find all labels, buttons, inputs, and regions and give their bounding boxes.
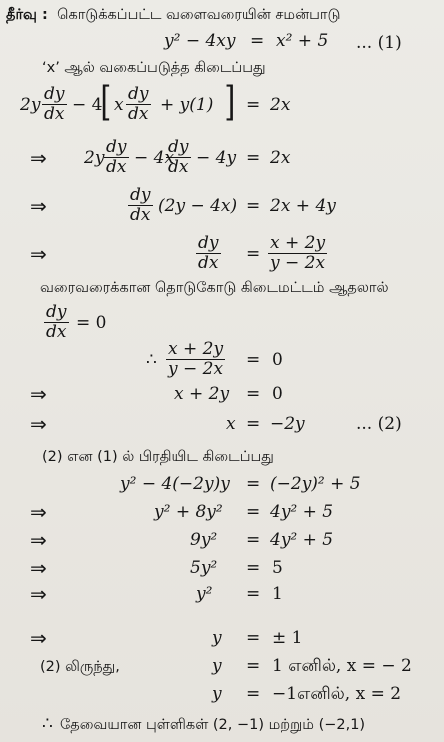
- dy-dx-fraction: $\frac{dy}{dx}$: [130, 185, 151, 225]
- step3-rhs: 2x + 4y: [270, 196, 336, 216]
- from-eq2-text: (2) லிருந்து,: [40, 659, 120, 675]
- step1-minus4: − 4: [72, 95, 103, 115]
- eq1-tag: ... (1): [356, 33, 402, 53]
- therefore-equals: =: [246, 350, 261, 370]
- step2-rhs: 2x: [270, 148, 291, 168]
- implies-arrow: ⇒: [30, 500, 47, 524]
- case2-equals: =: [246, 684, 261, 704]
- step5-lhs: x + 2y: [174, 384, 230, 404]
- step3-equals: =: [246, 196, 261, 216]
- implies-arrow: ⇒: [30, 412, 47, 436]
- pm-equals: =: [246, 628, 261, 648]
- given-curve-text: கொடுக்கப்பட்ட வளைவரையின் சமன்பாடு: [57, 7, 341, 23]
- step2-equals: =: [246, 148, 261, 168]
- step6-equals: =: [246, 414, 261, 434]
- differentiate-text: ‘x’ ஆல் வகைப்படுத்த கிடைப்பது: [42, 60, 266, 76]
- implies-arrow: ⇒: [30, 556, 47, 580]
- sub-line-5-lhs: y²: [196, 584, 213, 604]
- conclusion-line: [60, 714, 365, 735]
- left-bracket: [: [100, 79, 112, 125]
- sub-line-2-rhs: 4y² + 5: [270, 502, 334, 522]
- step1-equals: =: [246, 95, 261, 115]
- sub-line-1-lhs: y² − 4(−2y)y: [120, 474, 230, 494]
- step2-c: − 4y: [196, 148, 237, 168]
- therefore-numerator: x + 2y: [168, 339, 224, 359]
- step2-a: 2y: [84, 148, 105, 168]
- pm-lhs: y: [212, 628, 222, 648]
- implies-arrow: ⇒: [30, 194, 47, 218]
- therefore-denominator: y − 2x: [168, 359, 224, 379]
- zero-condition: = 0: [76, 313, 107, 333]
- dy-dx-fraction: $\frac{dy}{dx}$: [46, 302, 67, 342]
- conclusion-text: தேவையான புள்ளிகள் (2, −1) மற்றும் (−2,1): [60, 717, 366, 733]
- step5-rhs: 0: [272, 384, 283, 404]
- eq1-lhs: y² − 4xy: [164, 31, 236, 51]
- step6-lhs: x: [226, 414, 236, 434]
- step4-fraction: [268, 234, 327, 273]
- dy-dx-fraction: $\frac{dy}{dx}$: [198, 233, 219, 273]
- sub-line-3-lhs: 9y²: [190, 530, 218, 550]
- dy-dx-fraction: $\frac{dy}{dx}$: [168, 137, 189, 177]
- step1-inner-post: + y(1): [160, 95, 214, 115]
- dy-dx-fraction: $\frac{dy}{dx}$: [106, 137, 127, 177]
- tangent-horizontal-text: வரைவரைக்கான தொடுகோடு கிடைமட்டம் ஆதலால்: [40, 280, 389, 296]
- sub-line-2-equals: =: [246, 502, 261, 522]
- step1-rhs: 2x: [270, 95, 291, 115]
- implies-arrow: ⇒: [30, 146, 47, 170]
- therefore-rhs: 0: [272, 350, 283, 370]
- substitute-text: [42, 446, 274, 467]
- sub-line-3-equals: =: [246, 530, 261, 550]
- sub-line-2-lhs: y² + 8y²: [154, 502, 223, 522]
- step5-equals: =: [246, 384, 261, 404]
- solution-label: தீர்வு :: [6, 7, 48, 23]
- implies-arrow: ⇒: [30, 582, 47, 606]
- solution-header: [6, 4, 340, 25]
- conclusion-therefore: ∴: [42, 714, 53, 734]
- pm-rhs: ± 1: [272, 628, 303, 648]
- step1-coef: 2y: [20, 95, 41, 115]
- case1-rhs: 1 எனில், x = − 2: [272, 656, 412, 676]
- case1-lhs: y: [212, 656, 222, 676]
- sub-line-5-equals: =: [246, 584, 261, 604]
- sub-line-4-rhs: 5: [272, 558, 283, 578]
- eq1-equals: =: [250, 31, 265, 51]
- step3-factor: (2y − 4x): [158, 196, 238, 216]
- step1-x: x: [114, 95, 124, 115]
- eq1-rhs: x² + 5: [276, 31, 329, 51]
- step6-rhs: −2y: [270, 414, 305, 434]
- sub-line-1-rhs: (−2y)² + 5: [270, 474, 361, 494]
- sub-line-5-rhs: 1: [272, 584, 283, 604]
- step6-tag: ... (2): [356, 414, 402, 434]
- sub-line-1-equals: =: [246, 474, 261, 494]
- sub-line-3-rhs: 4y² + 5: [270, 530, 334, 550]
- implies-arrow: ⇒: [30, 528, 47, 552]
- dy-dx-fraction: $\frac{dy}{dx}$: [44, 84, 65, 124]
- implies-arrow: ⇒: [30, 382, 47, 406]
- case2-rhs: −1எனில், x = 2: [272, 684, 402, 704]
- substitute-label: (2) என (1) ல் பிரதியிட கிடைப்பது: [42, 449, 274, 465]
- from-eq2-label: [40, 656, 120, 677]
- therefore-symbol: ∴: [146, 350, 157, 370]
- case1-equals: =: [246, 656, 261, 676]
- step4-denominator: y − 2x: [270, 253, 326, 273]
- step2-b: − 4x: [134, 148, 175, 168]
- sub-line-4-lhs: 5y²: [190, 558, 218, 578]
- therefore-fraction: [166, 340, 225, 379]
- implies-arrow: ⇒: [30, 626, 47, 650]
- right-bracket: ]: [224, 79, 236, 125]
- sub-line-4-equals: =: [246, 558, 261, 578]
- implies-arrow: ⇒: [30, 242, 47, 266]
- case2-lhs: y: [212, 684, 222, 704]
- step4-equals: =: [246, 244, 261, 264]
- step4-numerator: x + 2y: [270, 233, 326, 253]
- dy-dx-fraction: $\frac{dy}{dx}$: [128, 84, 149, 124]
